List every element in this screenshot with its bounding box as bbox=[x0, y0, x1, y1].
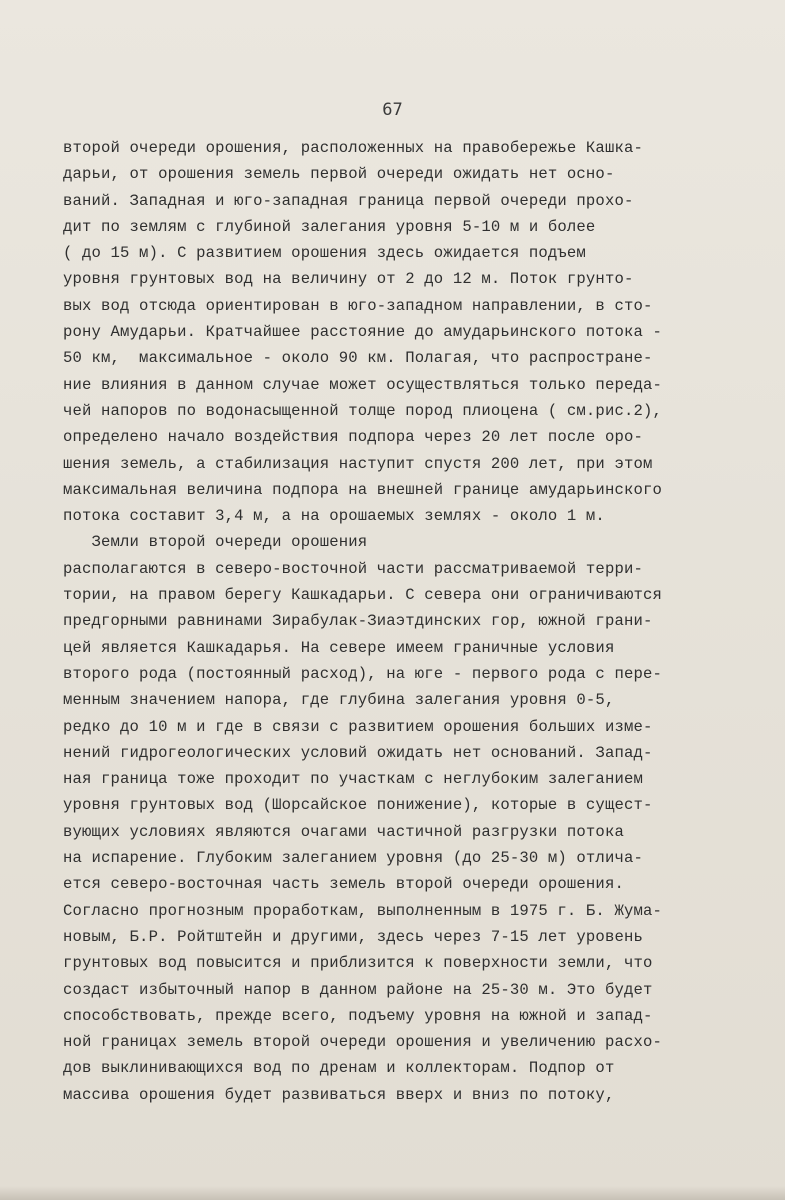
text-line: уровня грунтовых вод на величину от 2 до 12 м. Поток грунто- bbox=[63, 270, 634, 289]
text-line: вых вод отсюда ориентирован в юго-западном направлении, в сто- bbox=[63, 296, 653, 315]
text-line: новым, Б.Р. Ройтштейн и другими, здесь через 7-15 лет уровень bbox=[63, 927, 643, 946]
text-line: ная граница тоже проходит по участкам с неглубоким залеганием bbox=[63, 770, 643, 789]
text-line: второй очереди орошения, расположенных на правобережье Кашка- bbox=[63, 139, 643, 157]
text-line: ( до 15 м). С развитием орошения здесь ожидается подъем bbox=[63, 244, 586, 263]
text-line: второго рода (постоянный расход), на юге - первого рода с пере- bbox=[63, 664, 662, 683]
body-text bbox=[63, 135, 753, 1108]
text-line: тории, на правом берегу Кашкадарьи. С севера они ограничиваются bbox=[63, 586, 662, 605]
text-line: максимальная величина подпора на внешней границе амударьинского bbox=[63, 480, 662, 499]
text-line: шения земель, а стабилизация наступит спустя 200 лет, при этом bbox=[63, 454, 653, 473]
text-line: вующих условиях являются очагами частичной разгрузки потока bbox=[63, 822, 624, 841]
text-line: на испарение. Глубоким залеганием уровня (до 25-30 м) отлича- bbox=[63, 849, 643, 868]
text-line: определено начало воздействия подпора через 20 лет после оро- bbox=[63, 428, 643, 447]
text-line: грунтовых вод повысится и приблизится к поверхности земли, что bbox=[63, 954, 653, 973]
text-line: потока составит 3,4 м, а на орошаемых землях - около 1 м. bbox=[63, 507, 605, 526]
text-line: 50 км, максимальное - около 90 км. Полагая, что распростране- bbox=[63, 349, 653, 368]
text-line: цей является Кашкадарья. На севере имеем граничные условия bbox=[63, 638, 615, 657]
text-line: нений гидрогеологических условий ожидать нет оснований. Запад- bbox=[63, 743, 653, 762]
text-line: дов выклинивающихся вод по дренам и коллекторам. Подпор от bbox=[63, 1059, 615, 1078]
text-line: ется северо-восточная часть земель второй очереди орошения. bbox=[63, 875, 624, 894]
text-line: Согласно прогнозным проработкам, выполненным в 1975 г. Б. Жума- bbox=[63, 901, 662, 920]
text-line: редко до 10 м и где в связи с развитием орошения больших изме- bbox=[63, 717, 653, 736]
text-line: создаст избыточный напор в данном районе на 25-30 м. Это будет bbox=[63, 980, 653, 999]
text-line: рону Амударьи. Кратчайшее расстояние до амударьинского потока - bbox=[63, 323, 662, 342]
text-line: ваний. Западная и юго-западная граница первой очереди прохо- bbox=[63, 191, 634, 210]
text-line: уровня грунтовых вод (Шорсайское понижение), которые в сущест- bbox=[63, 796, 653, 815]
text-line: предгорными равнинами Зирабулак-Зиаэтдинских гор, южной грани- bbox=[63, 612, 653, 631]
text-line: ной границах земель второй очереди орошения и увеличению расхо- bbox=[63, 1033, 662, 1052]
text-line: способствовать, прежде всего, подъему уровня на южной и запад- bbox=[63, 1006, 653, 1025]
text-line: массива орошения будет развиваться вверх и вниз по потоку, bbox=[63, 1085, 615, 1104]
text-line: дарьи, от орошения земель первой очереди ожидать нет осно- bbox=[63, 165, 615, 184]
page-number: 67 bbox=[382, 100, 403, 120]
text-line: дит по землям с глубиной залегания уровня 5-10 м и более bbox=[63, 217, 596, 236]
text-line: ние влияния в данном случае может осуществляться только переда- bbox=[63, 375, 662, 394]
text-line: менным значением напора, где глубина залегания уровня 0-5, bbox=[63, 691, 615, 710]
text-line: располагаются в северо-восточной части рассматриваемой терри- bbox=[63, 559, 643, 578]
section-heading-line: Земли второй очереди орошения bbox=[63, 533, 368, 552]
page-edge-shadow bbox=[0, 1186, 785, 1200]
text-line: чей напоров по водонасыщенной толще пород плиоцена ( см.рис.2), bbox=[63, 401, 662, 420]
